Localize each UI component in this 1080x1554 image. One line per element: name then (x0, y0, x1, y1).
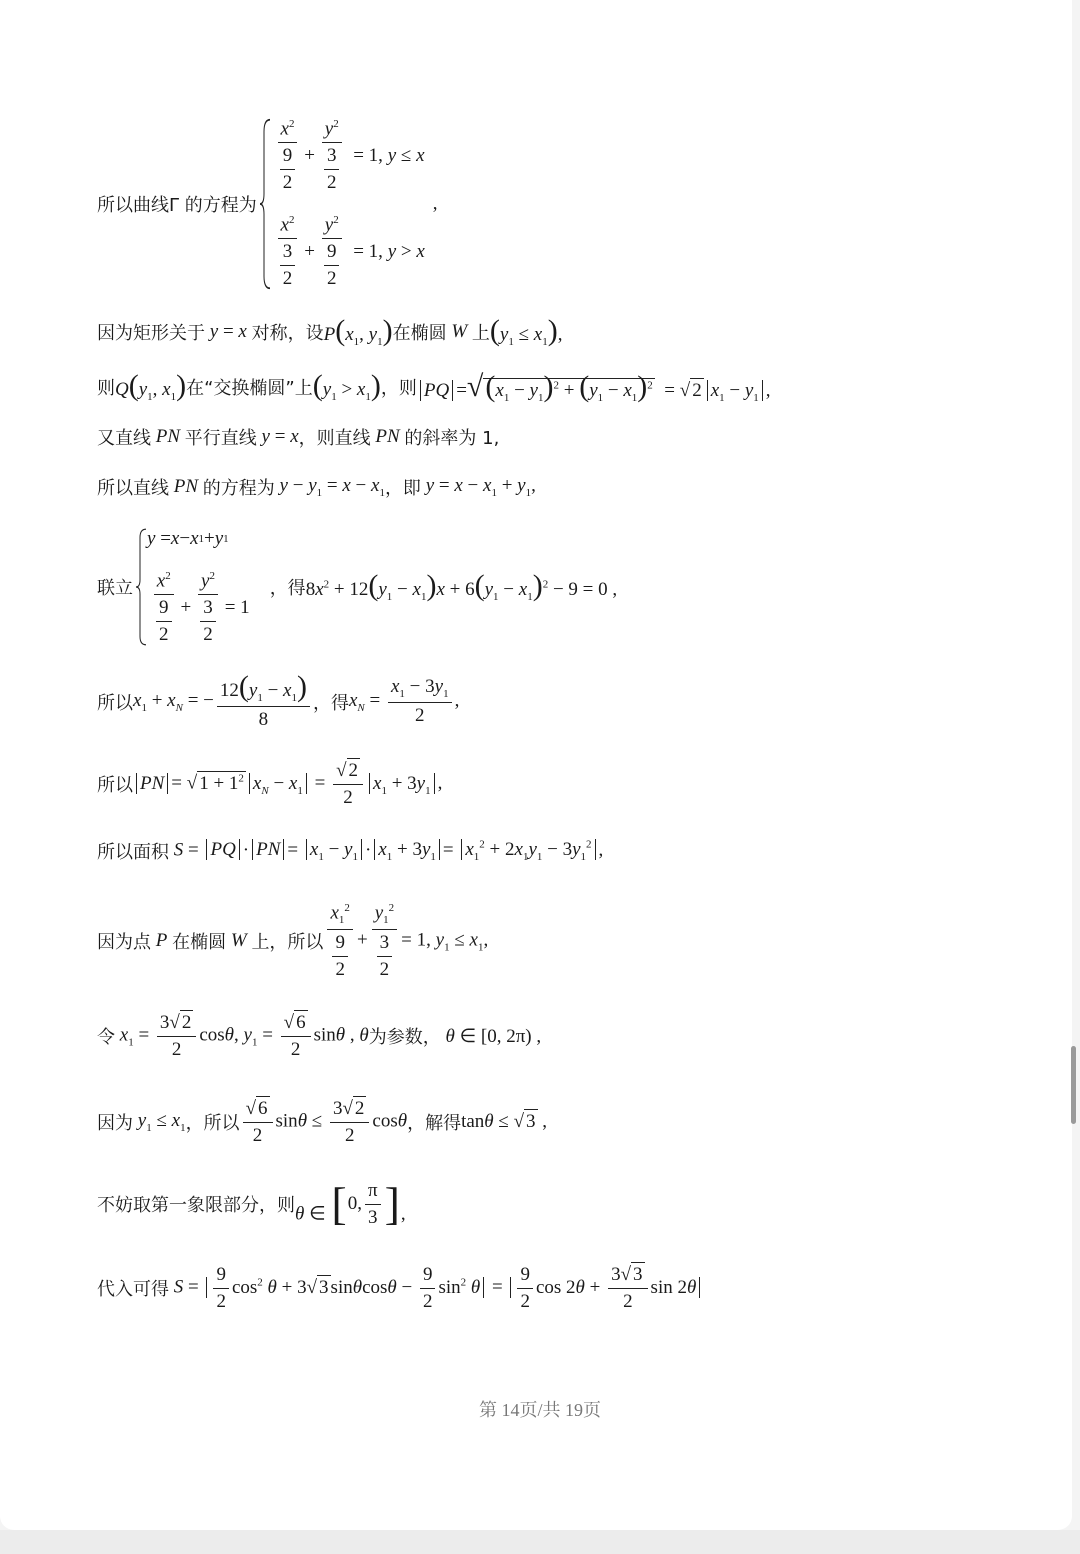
text-range-a: 不妨取第一象限部分，则 (97, 1195, 295, 1217)
text-pq-a: 则 (97, 378, 115, 399)
text-point-a: 因为点 (97, 932, 151, 954)
line-curve-equation: 所以曲线Γ 的方程为 $\frac{x^2}{\frac{9}{2}}$ + $\frac{y^2}{\frac{3}{2}}$ = 1, y ≤ x $\frac{x^2}{\frac{3}{2}}$ + $\frac{y^2}{\frac{9}{2}}$ = 1, y > x , (97, 118, 438, 290)
text-simul-b: ，得 (269, 578, 306, 599)
page-number: 第 14页/共 19页 (478, 1400, 601, 1420)
text-tan-a: 因为 (97, 1113, 133, 1135)
line-pn-equation: 所以直线 PN 的方程为 $y - y_1 = x - x_1$ ，即 $y = x - x_1 + y_1$, (97, 475, 536, 499)
line-point-on-ellipse: 因为点 P 在椭圆 W 上，所以 $\frac{x_1^2}{\frac{9}{2}}$ + $\frac{y_1^2}{\frac{3}{2}}$ = 1, $y_1 \le x_1$, (97, 902, 489, 980)
line-pq-length: 则 $Q(y_1$, $x_1$) 在“交换椭圆”上 $(y_1 > x_1)$ ，则 PQ $=√(x_1 - y_1)^2 + (y_1 - x_1)^2$ = √ 2 $x_1 - y_1$ , (97, 369, 771, 404)
text-param-b: 为参数， (368, 1027, 441, 1049)
text-point-b: 在椭圆 (172, 932, 227, 954)
text-xn-b: ，得 (312, 692, 349, 714)
text-point-c: 上，所以 (251, 932, 324, 954)
text-tan-c: ，解得 (407, 1113, 462, 1135)
text-parallel-d: 的斜率为 1, (404, 428, 500, 449)
brace-icon (259, 118, 271, 290)
page-gap (0, 1530, 1080, 1554)
text-pnlen-a: 所以 (97, 775, 133, 797)
line-tan-bound: 因为 $y_1 \le x_1$ ，所以 $\frac{√ 6}{2}$ sinθ ≤ $\frac{3√ 2}{2}$ cosθ ，解得 tanθ ≤ √ 3 , (97, 1098, 547, 1146)
text-pn-c: ，即 (384, 478, 421, 499)
line-simultaneous: 联立 y = x − x 1 + y 1 $\frac{x^2}{\frac{9}{2}}$ + $\frac{y^2}{\frac{3}{2}}$ = 1 ，得 $8x^2 + 12(y_1 - x_1)x + 6(y_1 - x_1)^2 - 9 = 0$ , (97, 528, 618, 646)
text-symmetry-d: 上 (471, 322, 490, 344)
line-parametrize: 令 $x_1$ = $\frac{3√ 2}{2}$ cosθ, $y_1$ = $\frac{√ 6}{2}$ sinθ , θ 为参数， θ ∈ [0, 2π) , (97, 1012, 542, 1060)
text-tan-b: ，所以 (185, 1113, 240, 1135)
text-sub-a: 代入可得 (97, 1279, 169, 1301)
text-symmetry-b: 对称，设 (251, 322, 324, 344)
text-pq-c: ，则 (380, 378, 417, 399)
text-area-a: 所以面积 (97, 842, 169, 863)
text-simul-a: 联立 (97, 578, 133, 599)
text-pn-a: 所以直线 (97, 478, 169, 499)
simultaneous-system: y = x − x 1 + y 1 $\frac{x^2}{\frac{9}{2}}$ + $\frac{y^2}{\frac{3}{2}}$ = 1 (135, 528, 250, 646)
equation-system: $\frac{x^2}{\frac{9}{2}}$ + $\frac{y^2}{\frac{3}{2}}$ = 1, y ≤ x $\frac{x^2}{\frac{3}{2}}$ + $\frac{y^2}{\frac{9}{2}}$ = 1, y > x (259, 118, 425, 290)
text-xn-a: 所以 (97, 692, 133, 714)
text-parallel-b: 平行直线 (184, 428, 257, 449)
text-pq-b: 在“交换椭圆”上 (186, 378, 313, 399)
scrollbar-thumb[interactable] (1071, 1046, 1076, 1124)
line-symmetry: 因为矩形关于 y = x 对称，设 $P(x_1$, $y_1$) 在椭圆 W 上 $(y_1 \le x_1)$, (97, 314, 563, 348)
line-theta-range: 不妨取第一象限部分，则 θ ∈ [ 0, $\frac{\pi}{3}$ ] , (97, 1178, 406, 1230)
text-parallel-c: ，则直线 (298, 428, 371, 449)
line-xn: 所以 $x_1 + x_N$ = − $\frac{12(y_1 - x_1)}{8}$ ，得 $x_N$ = $\frac{x_1 - 3y_1}{2}$ , (97, 670, 460, 731)
text-curve-intro: 所以曲线Γ 的方程为 (97, 195, 257, 216)
text-symmetry-c: 在椭圆 (392, 322, 447, 344)
text-symmetry-a: 因为矩形关于 (97, 322, 205, 344)
line-parallel: 又直线 PN 平行直线 y = x ，则直线 PN 的斜率为 1, (97, 426, 500, 449)
line-substitute: 代入可得 S = $\frac{9}{2}$ $\cos^2 \theta + 3√$ 3 sinθcosθ − $\frac{9}{2}$ $\sin^2 \theta$ = $\frac{9}{2}$ cos 2θ + $\frac{3√ 3}{2}$ sin 2θ (97, 1264, 703, 1313)
text-param-a: 令 (97, 1027, 115, 1049)
brace-icon (135, 528, 147, 646)
line-area: 所以面积 S = PQ · PN = $x_1 - y_1 \cdot x_1 + 3y_1 = x_1^2 + 2x_1y_1 - 3y_1^2$ , (97, 838, 604, 864)
text-pn-b: 的方程为 (202, 478, 275, 499)
line-pn-length: 所以 PN = √ $1 + 1^2$ $x_N - x_1$ = $\frac{√ 2}{2}$ $x_1 + 3y_1$ , (97, 760, 443, 808)
text-parallel-a: 又直线 (97, 428, 151, 449)
